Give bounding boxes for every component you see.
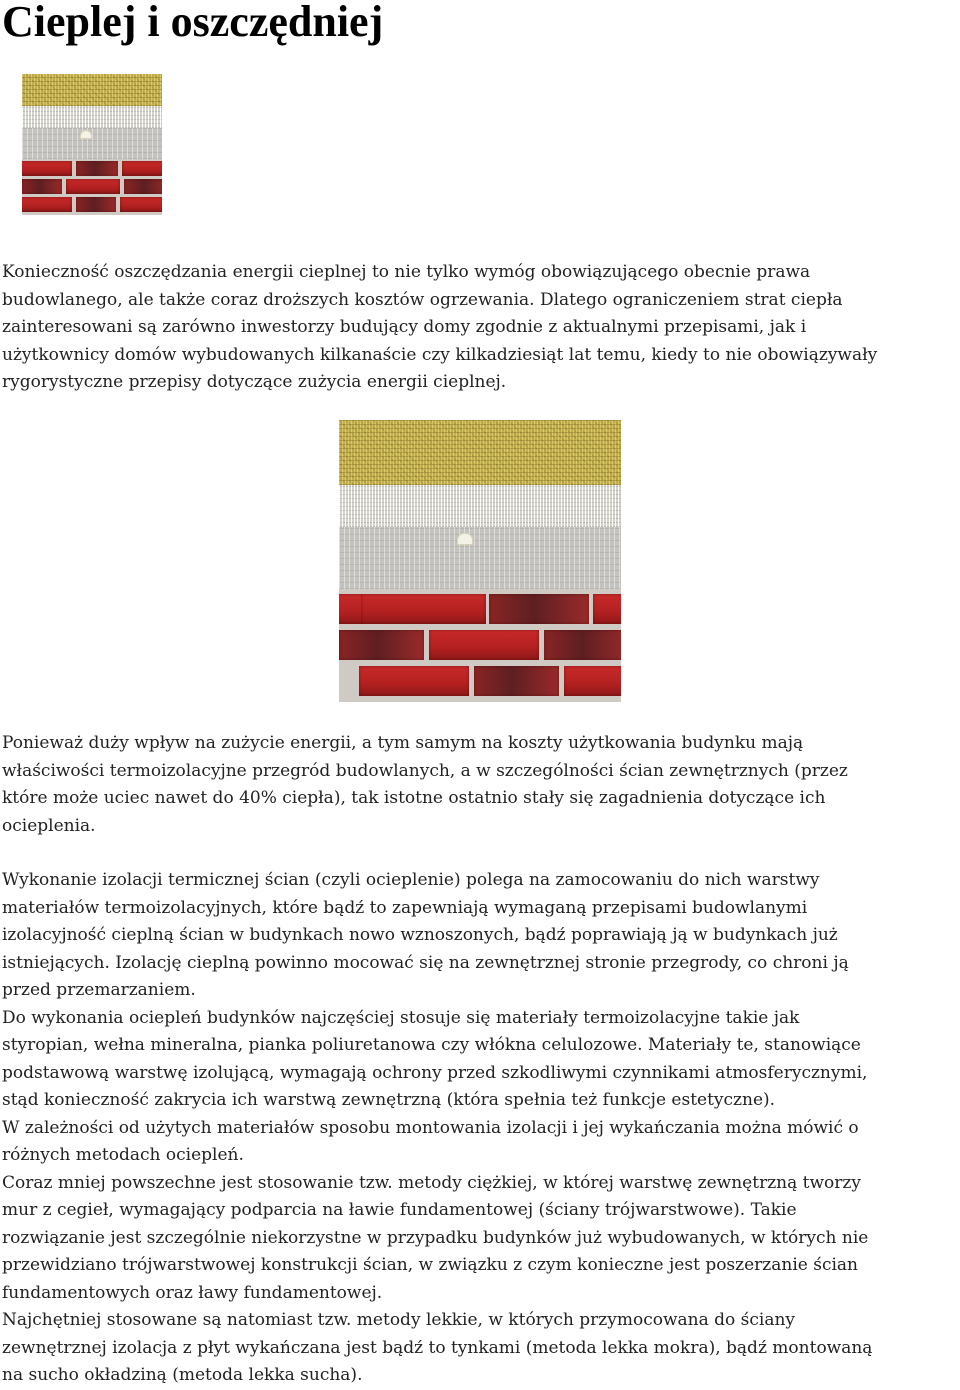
wall-insulation-image-small xyxy=(22,74,162,215)
text-line: różnych metodach ociepleń. xyxy=(2,1145,244,1165)
mesh-layer xyxy=(22,106,162,127)
insulation-layer xyxy=(339,420,621,485)
text-line: podstawową warstwę izolującą, wymagają ochrony przed szkodliwymi czynnikami atmosferycznymi, xyxy=(2,1062,868,1083)
text-line: właściwości termoizolacyjne przegród budowlanych, a w szczególności ścian zewnętrznych (przez xyxy=(2,760,848,781)
text-line: na sucho okładziną (metoda lekka sucha). xyxy=(2,1365,363,1385)
text-line: przewidziano trójwarstwowej konstrukcji ścian, w związku z czym konieczne jest poszerzanie ścian xyxy=(2,1255,859,1275)
plaster-layer xyxy=(339,527,621,589)
text-line: W zależności od użytych materiałów sposobu montowania izolacji i jej wykańczania można mówić o xyxy=(2,1117,859,1138)
energy-paragraph xyxy=(2,730,958,840)
text-line: rygorystyczne przepisy dotyczące zużycia energii cieplnej. xyxy=(2,372,507,392)
text-line: Konieczność oszczędzania energii cieplnej to nie tylko wymóg obowiązującego obecnie prawa xyxy=(2,262,811,282)
methods-paragraph xyxy=(2,867,958,1390)
wall-insulation-image-large xyxy=(339,420,621,702)
text-line: przed przemarzaniem. xyxy=(2,980,196,1000)
text-line: Ponieważ duży wpływ na zużycie energii, a tym samym na koszty użytkowania budynku mają xyxy=(2,733,804,753)
text-line: rozwiązanie jest szczególnie niekorzystne w przypadku budynków już wybudowanych, w których nie xyxy=(2,1227,869,1248)
intro-paragraph xyxy=(2,259,958,397)
text-line: Do wykonania ociepleń budynków najczęściej stosuje się materiały termoizolacyjne takie jak xyxy=(2,1007,800,1028)
text-line: styropian, wełna mineralna, pianka poliuretanowa czy włókna celulozowe. Materiały te, stanowiące xyxy=(2,1035,861,1055)
text-line: budowlanego, ale także coraz droższych kosztów ogrzewania. Dlatego ograniczeniem strat ciepła xyxy=(2,289,843,310)
dowel-icon xyxy=(457,533,473,545)
text-line: materiałów termoizolacyjnych, które bądź to zapewniają wymaganą przepisami budowlanymi xyxy=(2,897,808,918)
mesh-layer xyxy=(339,485,621,527)
text-line: fundamentowych oraz ławy fundamentowej. xyxy=(2,1282,383,1303)
text-line: stąd konieczność zakrycia ich warstwą zewnętrzną (która spełnia też funkcje estetyczne). xyxy=(2,1090,776,1110)
text-line: zewnętrznej izolacja z płyt wykańczana jest bądź to tynkami (metoda lekka mokra), bądź montowaną xyxy=(2,1337,873,1358)
text-line: ocieplenia. xyxy=(2,815,96,836)
insulation-layer xyxy=(22,74,162,106)
text-line: mur z cegieł, wymagający podparcia na ławie fundamentowej (ściany trójwarstwowe). Takie xyxy=(2,1200,797,1220)
text-line: izolacyjność cieplną ścian w budynkach nowo wznoszonych, bądź poprawiają ją w budynkach już xyxy=(2,925,838,945)
text-line: Coraz mniej powszechne jest stosowanie tzw. metody ciężkiej, w której warstwę zewnętrzną tworzy xyxy=(2,1172,861,1193)
text-line: które może uciec nawet do 40% ciepła), tak istotne ostatnio stały się zagadnienia dotyczące ich xyxy=(2,788,826,808)
page-title: Cieplej i oszczędniej xyxy=(2,0,384,46)
text-line: Wykonanie izolacji termicznej ścian (czyli ocieplenie) polega na zamocowaniu do nich warstwy xyxy=(2,870,820,890)
text-line: zainteresowani są zarówno inwestorzy budujący domy zgodnie z aktualnymi przepisami, jak i xyxy=(2,317,807,337)
plaster-layer xyxy=(22,128,162,159)
text-line: użytkownicy domów wybudowanych kilkanaście czy kilkadziesiąt lat temu, kiedy to nie obowiązywały xyxy=(2,344,878,365)
text-line: istniejących. Izolację cieplną powinno mocować się na zewnętrznej stronie przegrody, co chroni ją xyxy=(2,952,849,973)
text-line: Najchętniej stosowane są natomiast tzw. metody lekkie, w których przymocowana do ściany xyxy=(2,1310,796,1330)
brick-wall xyxy=(22,159,162,215)
brick-wall xyxy=(339,589,621,702)
dowel-icon xyxy=(80,130,92,139)
